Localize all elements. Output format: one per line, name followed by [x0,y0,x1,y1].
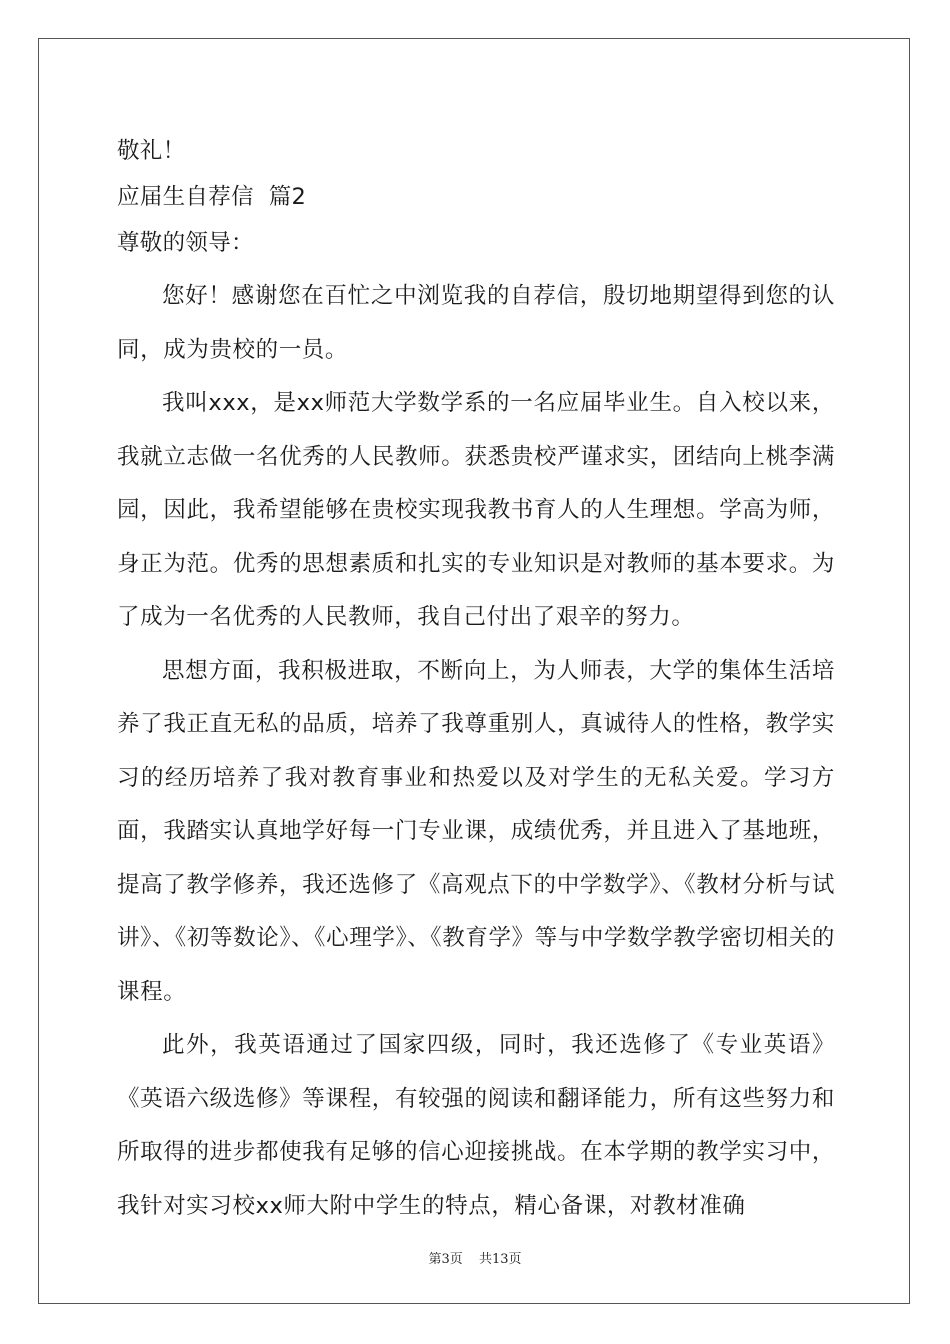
document-body [117,128,835,1233]
page-number: 第3页 [428,1252,463,1267]
page-total: 共13页 [478,1252,522,1267]
salutation-line: 尊敬的领导： [117,230,254,256]
closing-line: 敬礼！ [117,138,186,164]
paragraph-thought-and-study: 思想方面，我积极进取，不断向上，为人师表，大学的集体生活培养了我正直无私的品质，培养了我尊重别人，真诚待人的性格，教学实习的经历培养了我对教育事业和热爱以及对学生的无私关爱。学习方面，我踏实认真地学好每一门专业课，成绩优秀，并且进入了基地班，提高了教学修养，我还选修了《高观点下的中学数学》、《教材分析与试讲》、《初等数论》、《心理学》、《教育学》等与中学数学教学密切相关的课程。 [117,657,835,1005]
paragraph-english-and-internship: 此外，我英语通过了国家四级，同时，我还选修了《专业英语》《英语六级选修》等课程，有较强的阅读和翻译能力，所有这些努力和所取得的进步都使我有足够的信心迎接挑战。在本学期的教学实习中，我针对实习校xx师大附中学生的特点，精心备课，对教材准确 [117,1032,835,1219]
paragraph-introduction: 我叫xxx，是xx师范大学数学系的一名应届毕业生。自入校以来，我就立志做一名优秀的人民教师。获悉贵校严谨求实，团结向上桃李满园，因此，我希望能够在贵校实现我教书育人的人生理想。学高为师，身正为范。优秀的思想素质和扎实的专业知识是对教师的基本要求。为了成为一名优秀的人民教师，我自己付出了艰辛的努力。 [117,390,835,630]
section-heading: 应届生自荐信 篇2 [117,184,307,210]
page-footer [0,1248,950,1267]
paragraph-greeting: 您好！感谢您在百忙之中浏览我的自荐信，殷切地期望得到您的认同，成为贵校的一员。 [117,283,835,363]
